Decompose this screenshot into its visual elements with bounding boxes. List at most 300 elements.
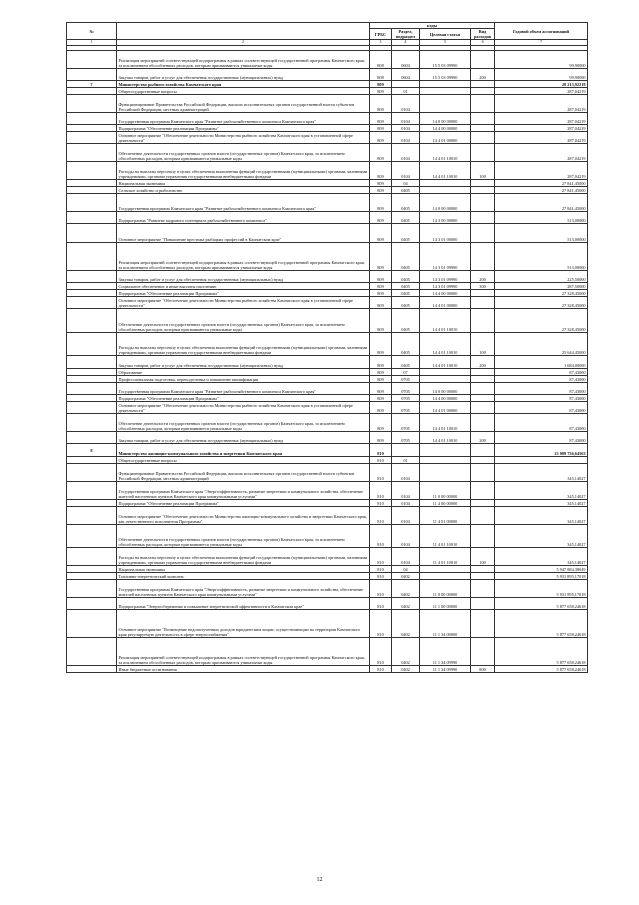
- cell-target: [420, 187, 471, 194]
- col-header-annual: Годовой объем ассигнований: [495, 23, 588, 40]
- table-row: [67, 395, 588, 402]
- table-row: [67, 309, 588, 333]
- cell-section: 0405: [392, 297, 420, 309]
- cell-section: [392, 444, 420, 457]
- cell-annual: 87,43000: [495, 432, 588, 444]
- cell-target: [420, 369, 471, 376]
- cell-name: Основное мероприятие "Обеспечение деятельности Министерства жилищно-коммунального хозяйства и энергетики Камчатского края, как ответственного исполнителя Программы": [117, 507, 370, 525]
- cell-grbs: 809: [370, 283, 392, 290]
- cell-annual: 345,14027: [495, 507, 588, 525]
- cell-section: 0405: [392, 333, 420, 356]
- cell-exp-type: [471, 482, 495, 500]
- col-header-exp-type: Вид расходов: [471, 29, 495, 40]
- table-row: [67, 548, 588, 566]
- cell-number: [67, 638, 117, 666]
- cell-exp-type: [471, 297, 495, 309]
- cell-name: Закупка товаров, работ и услуг для обеспечения государственных (муниципальных) нужд: [117, 432, 370, 444]
- cell-number: [67, 88, 117, 95]
- table-row: [67, 507, 588, 525]
- cell-name: Подпрограмма "Развитие кадрового потенциала рыбохозяйственного комплекса": [117, 212, 370, 224]
- cell-name: Обеспечение деятельности государственных органов власти (государственных органов) Камчатского края, за исключением обособленных расходов, которым присваиваются уникальные коды: [117, 144, 370, 162]
- cell-annual: [495, 457, 588, 464]
- cell-target: 11 0 00 00000: [420, 482, 471, 500]
- cell-target: 11 4 01 10010: [420, 525, 471, 548]
- cell-section: 0405: [392, 212, 420, 224]
- cell-name: Министерство рыбного хозяйства Камчатского края: [117, 81, 370, 88]
- cell-section: 01: [392, 88, 420, 95]
- col-header-name: [117, 23, 370, 40]
- cell-grbs: 810: [370, 464, 392, 482]
- cell-exp-type: [471, 638, 495, 666]
- cell-grbs: 810: [370, 610, 392, 638]
- cell-exp-type: [471, 290, 495, 297]
- cell-exp-type: 100: [471, 548, 495, 566]
- cell-section: 0405: [392, 194, 420, 212]
- cell-name: Подпрограмма "Обеспечение реализации Программы": [117, 395, 370, 402]
- cell-target: 14 4 01 10010: [420, 144, 471, 162]
- column-index: 3: [370, 40, 392, 46]
- col-header-target: Целевая статья: [420, 29, 471, 40]
- cell-name: Министерство жилищно-коммунального хозяйства и энергетики Камчатского края: [117, 444, 370, 457]
- cell-section: 0405: [392, 243, 420, 271]
- cell-section: 0705: [392, 432, 420, 444]
- cell-target: 14 4 00 00000: [420, 290, 471, 297]
- cell-number: [67, 212, 117, 224]
- cell-target: 11 4 01 10010: [420, 548, 471, 566]
- cell-grbs: 809: [370, 180, 392, 187]
- cell-annual: 513,00000: [495, 212, 588, 224]
- cell-target: 14 4 00 00000: [420, 125, 471, 132]
- cell-number: [67, 187, 117, 194]
- cell-section: 0402: [392, 610, 420, 638]
- cell-exp-type: [471, 610, 495, 638]
- table-body: [67, 46, 588, 673]
- cell-annual: 5 931 895,17018: [495, 573, 588, 580]
- cell-grbs: 810: [370, 507, 392, 525]
- column-index: 4: [392, 40, 420, 46]
- cell-grbs: 809: [370, 383, 392, 395]
- cell-grbs: 809: [370, 194, 392, 212]
- cell-number: [67, 144, 117, 162]
- cell-name: Основное мероприятие "Обеспечение деятельности Министерства рыбного хозяйства Камчатского края в установленной сфере деятельности": [117, 132, 370, 144]
- cell-exp-type: 200: [471, 432, 495, 444]
- cell-number: [67, 297, 117, 309]
- column-index: 2: [117, 40, 370, 46]
- cell-grbs: 810: [370, 444, 392, 457]
- cell-annual: 287,04219: [495, 162, 588, 180]
- table-row: [67, 500, 588, 507]
- cell-number: [67, 69, 117, 81]
- cell-grbs: 809: [370, 144, 392, 162]
- cell-number: [67, 395, 117, 402]
- table-row: [67, 610, 588, 638]
- table-row: [67, 402, 588, 414]
- cell-target: 15 5 03 09990: [420, 51, 471, 69]
- cell-section: 0405: [392, 271, 420, 283]
- cell-grbs: 809: [370, 309, 392, 333]
- cell-annual: 87,43000: [495, 414, 588, 432]
- col-header-grbs: ГРБС: [370, 29, 392, 40]
- cell-exp-type: [471, 187, 495, 194]
- cell-exp-type: [471, 88, 495, 95]
- cell-target: [420, 444, 471, 457]
- cell-target: 11 4 01 00000: [420, 507, 471, 525]
- cell-grbs: 810: [370, 525, 392, 548]
- cell-name: Закупка товаров, работ и услуг для обеспечения государственных (муниципальных) нужд: [117, 271, 370, 283]
- budget-table-sheet: [66, 22, 587, 673]
- cell-annual: 345,14027: [495, 525, 588, 548]
- table-row: [67, 81, 588, 88]
- cell-target: 14 4 01 10010: [420, 162, 471, 180]
- cell-exp-type: [471, 402, 495, 414]
- cell-number: [67, 243, 117, 271]
- table-row: [67, 383, 588, 395]
- cell-grbs: 809: [370, 113, 392, 125]
- cell-number: [67, 224, 117, 243]
- cell-grbs: 809: [370, 162, 392, 180]
- cell-target: 14 4 01 00000: [420, 132, 471, 144]
- cell-target: 11 1 34 09990: [420, 666, 471, 673]
- cell-target: 14 4 01 10010: [420, 414, 471, 432]
- table-row: [67, 132, 588, 144]
- cell-name: Подпрограмма "Энергосбережение и повышение энергетической эффективности в Камчатском крае": [117, 598, 370, 610]
- cell-annual: 27 328,45000: [495, 309, 588, 333]
- cell-annual: 28 215,92219: [495, 81, 588, 88]
- cell-target: 11 4 00 00000: [420, 500, 471, 507]
- table-row: [67, 224, 588, 243]
- column-index: 6: [471, 40, 495, 46]
- cell-annual: 5 877 658,24618: [495, 638, 588, 666]
- cell-target: 14 4 01 10010: [420, 309, 471, 333]
- cell-name: Топливно-энергетический комплекс: [117, 573, 370, 580]
- cell-exp-type: [471, 376, 495, 383]
- cell-annual: 287,04219: [495, 144, 588, 162]
- col-header-number: №: [67, 23, 117, 40]
- cell-name: Государственная программа Камчатского края "Развитие рыбохозяйственного комплекса Камчатского края": [117, 383, 370, 395]
- cell-target: 11 0 00 00000: [420, 580, 471, 598]
- cell-target: 14 4 01 00000: [420, 297, 471, 309]
- table-row: [67, 51, 588, 69]
- cell-annual: 287,04219: [495, 95, 588, 113]
- cell-annual: 513,00000: [495, 243, 588, 271]
- cell-grbs: 809: [370, 95, 392, 113]
- cell-exp-type: [471, 414, 495, 432]
- cell-number: [67, 125, 117, 132]
- cell-target: 14 4 01 10010: [420, 432, 471, 444]
- cell-target: 14 4 01 10010: [420, 356, 471, 369]
- cell-target: 14 0 00 00000: [420, 383, 471, 395]
- cell-name: Реализация мероприятий соответствующей подпрограммы в рамках соответствующей государственной программы Камчатского края, за исключением обособленных расходов, которым присваиваются уникальные коды: [117, 243, 370, 271]
- cell-grbs: 809: [370, 395, 392, 402]
- cell-annual: 27 841,45000: [495, 187, 588, 194]
- cell-annual: 5 877 658,24618: [495, 610, 588, 638]
- cell-name: Государственная программа Камчатского края "Энергоэффективность, развитие энергетики и коммунального хозяйства, обеспечение жителей населенных пунктов Камчатского края коммунальными услугами": [117, 580, 370, 598]
- table-row: [67, 243, 588, 271]
- column-index: 5: [420, 40, 471, 46]
- cell-section: 04: [392, 180, 420, 187]
- cell-number: [67, 525, 117, 548]
- table-row: [67, 113, 588, 125]
- cell-name: Общегосударственные вопросы: [117, 88, 370, 95]
- cell-target: 11 1 00 00000: [420, 598, 471, 610]
- cell-name: Основное мероприятие "Обеспечение деятельности Министерства рыбного хозяйства Камчатского края в установленной сфере деятельности": [117, 297, 370, 309]
- cell-number: [67, 573, 117, 580]
- cell-target: [420, 88, 471, 95]
- cell-annual: 5 877 658,24618: [495, 598, 588, 610]
- cell-target: 14 4 00 00000: [420, 395, 471, 402]
- cell-section: 0405: [392, 224, 420, 243]
- cell-grbs: 809: [370, 243, 392, 271]
- cell-target: [420, 376, 471, 383]
- cell-section: 0604: [392, 51, 420, 69]
- table-row: [67, 333, 588, 356]
- cell-section: 0405: [392, 309, 420, 333]
- cell-grbs: 809: [370, 132, 392, 144]
- cell-name: Социальное обеспечение и иные выплаты населению: [117, 283, 370, 290]
- cell-grbs: 809: [370, 290, 392, 297]
- cell-target: [420, 95, 471, 113]
- cell-target: 15 5 03 09990: [420, 69, 471, 81]
- table-row: [67, 525, 588, 548]
- cell-annual: 87,43000: [495, 395, 588, 402]
- table-row: [67, 271, 588, 283]
- table-row: [67, 666, 588, 673]
- cell-section: 07: [392, 369, 420, 376]
- cell-name: Иные бюджетные ассигнования: [117, 666, 370, 673]
- cell-target: [420, 457, 471, 464]
- cell-number: [67, 376, 117, 383]
- cell-name: Подпрограмма "Обеспечение реализации Программы": [117, 290, 370, 297]
- cell-exp-type: [471, 500, 495, 507]
- cell-name: Сельское хозяйство и рыболовство: [117, 187, 370, 194]
- cell-name: Обеспечение деятельности государственных органов власти (государственных органов) Камчатского края, за исключением обособленных расходов, которым присваиваются уникальные коды: [117, 309, 370, 333]
- table-row: [67, 432, 588, 444]
- cell-number: [67, 598, 117, 610]
- cell-annual: 345,14027: [495, 548, 588, 566]
- cell-name: Национальная экономика: [117, 566, 370, 573]
- cell-grbs: 810: [370, 638, 392, 666]
- cell-exp-type: [471, 580, 495, 598]
- cell-number: [67, 95, 117, 113]
- cell-number: [67, 290, 117, 297]
- cell-annual: 23 009 736,64563: [495, 444, 588, 457]
- cell-grbs: 809: [370, 369, 392, 376]
- cell-exp-type: 800: [471, 666, 495, 673]
- cell-grbs: 810: [370, 598, 392, 610]
- cell-annual: 27 328,45000: [495, 290, 588, 297]
- cell-grbs: 810: [370, 500, 392, 507]
- cell-exp-type: [471, 369, 495, 376]
- table-row: [67, 573, 588, 580]
- cell-grbs: 808: [370, 69, 392, 81]
- cell-target: [420, 180, 471, 187]
- cell-target: 14 0 00 00000: [420, 113, 471, 125]
- cell-grbs: 810: [370, 566, 392, 573]
- cell-target: [420, 81, 471, 88]
- cell-annual: 287,04219: [495, 125, 588, 132]
- cell-annual: 87,43000: [495, 402, 588, 414]
- cell-grbs: 810: [370, 580, 392, 598]
- cell-section: 0705: [392, 395, 420, 402]
- cell-number: [67, 51, 117, 69]
- cell-exp-type: [471, 81, 495, 88]
- cell-annual: 287,04219: [495, 88, 588, 95]
- cell-number: [67, 271, 117, 283]
- cell-target: [420, 464, 471, 482]
- cell-exp-type: [471, 457, 495, 464]
- cell-grbs: 808: [370, 51, 392, 69]
- cell-number: [67, 180, 117, 187]
- table-row: [67, 457, 588, 464]
- cell-name: Образование: [117, 369, 370, 376]
- table-row: [67, 356, 588, 369]
- cell-exp-type: [471, 395, 495, 402]
- cell-section: 0104: [392, 500, 420, 507]
- cell-number: [67, 457, 117, 464]
- cell-exp-type: [471, 309, 495, 333]
- cell-number: [67, 500, 117, 507]
- cell-target: 14 3 01 09990: [420, 283, 471, 290]
- table-row: [67, 376, 588, 383]
- cell-section: 0104: [392, 162, 420, 180]
- table-row: [67, 144, 588, 162]
- cell-name: Расходы на выплаты персоналу в целях обеспечения выполнения функций государственными (муниципальными) органами, казенными учреждениями, органами управления государственными внебюджетными фондами: [117, 333, 370, 356]
- cell-section: 0104: [392, 132, 420, 144]
- cell-exp-type: 200: [471, 356, 495, 369]
- cell-name: Обеспечение деятельности государственных органов власти (государственных органов) Камчатского края, за исключением обособленных расходов, которым присваиваются уникальные коды: [117, 414, 370, 432]
- cell-section: 0104: [392, 144, 420, 162]
- cell-section: 0104: [392, 548, 420, 566]
- table-row: [67, 444, 588, 457]
- cell-number: [67, 283, 117, 290]
- cell-section: 0405: [392, 283, 420, 290]
- cell-name: Национальная экономика: [117, 180, 370, 187]
- cell-exp-type: [471, 525, 495, 548]
- cell-exp-type: [471, 212, 495, 224]
- cell-annual: 287,04219: [495, 132, 588, 144]
- cell-target: [420, 573, 471, 580]
- table-row: [67, 194, 588, 212]
- cell-annual: 99,90000: [495, 69, 588, 81]
- cell-annual: 25 644,45000: [495, 333, 588, 356]
- cell-annual: 27 841,45000: [495, 180, 588, 187]
- cell-exp-type: [471, 144, 495, 162]
- cell-number: [67, 309, 117, 333]
- cell-name: Функционирование Правительства Российской Федерации, высших исполнительных органов государственной власти субъектов Российской Федерации, местных администраций: [117, 95, 370, 113]
- page-number: 12: [316, 877, 323, 883]
- cell-grbs: 809: [370, 187, 392, 194]
- cell-exp-type: [471, 113, 495, 125]
- cell-section: 0104: [392, 525, 420, 548]
- cell-annual: 87,43000: [495, 369, 588, 376]
- cell-grbs: 809: [370, 333, 392, 356]
- cell-section: 0402: [392, 666, 420, 673]
- table-row: [67, 464, 588, 482]
- cell-annual: 87,43000: [495, 383, 588, 395]
- cell-name: Расходы на выплаты персоналу в целях обеспечения выполнения функций государственными (муниципальными) органами, казенными учреждениями, органами управления государственными внебюджетными фондами: [117, 548, 370, 566]
- table-row: [67, 69, 588, 81]
- cell-section: 01: [392, 457, 420, 464]
- cell-grbs: 809: [370, 402, 392, 414]
- cell-grbs: 809: [370, 81, 392, 88]
- cell-exp-type: 200: [471, 271, 495, 283]
- cell-grbs: 809: [370, 432, 392, 444]
- cell-number: 7: [67, 81, 117, 88]
- column-index: 1: [67, 40, 117, 46]
- cell-grbs: 809: [370, 125, 392, 132]
- cell-grbs: 809: [370, 212, 392, 224]
- cell-name: Функционирование Правительства Российской Федерации, высших исполнительных органов государственной власти субъектов Российской Федерации, местных администраций: [117, 464, 370, 482]
- cell-exp-type: [471, 180, 495, 187]
- cell-annual: 5 877 658,24618: [495, 666, 588, 673]
- cell-number: [67, 482, 117, 500]
- cell-number: [67, 566, 117, 573]
- table-row: [67, 566, 588, 573]
- cell-exp-type: [471, 598, 495, 610]
- cell-section: 0104: [392, 464, 420, 482]
- cell-annual: 27 841,45000: [495, 194, 588, 212]
- cell-grbs: 810: [370, 482, 392, 500]
- cell-annual: 5 931 895,17018: [495, 580, 588, 598]
- cell-target: 11 1 34 09990: [420, 638, 471, 666]
- cell-number: [67, 666, 117, 673]
- cell-section: 0104: [392, 113, 420, 125]
- cell-name: Закупка товаров, работ и услуг для обеспечения государственных (муниципальных) нужд: [117, 69, 370, 81]
- cell-name: Государственная программа Камчатского края "Развитие рыбохозяйственного комплекса Камчатского края": [117, 113, 370, 125]
- cell-section: 0405: [392, 187, 420, 194]
- cell-exp-type: [471, 51, 495, 69]
- cell-grbs: 809: [370, 297, 392, 309]
- cell-exp-type: [471, 194, 495, 212]
- cell-grbs: 810: [370, 457, 392, 464]
- table-row: [67, 125, 588, 132]
- cell-grbs: 809: [370, 376, 392, 383]
- cell-grbs: 810: [370, 666, 392, 673]
- cell-annual: 287,50000: [495, 283, 588, 290]
- cell-exp-type: 100: [471, 162, 495, 180]
- table-row: [67, 162, 588, 180]
- cell-exp-type: [471, 243, 495, 271]
- cell-target: 14 3 01 09990: [420, 243, 471, 271]
- cell-exp-type: 100: [471, 333, 495, 356]
- table-row: [67, 297, 588, 309]
- cell-target: 14 3 01 00000: [420, 224, 471, 243]
- cell-annual: 1 684,00000: [495, 356, 588, 369]
- cell-number: [67, 132, 117, 144]
- table-row: [67, 598, 588, 610]
- cell-section: 0104: [392, 482, 420, 500]
- cell-section: 0705: [392, 383, 420, 395]
- cell-number: [67, 580, 117, 598]
- budget-table: [66, 22, 588, 673]
- cell-annual: 27 328,45000: [495, 297, 588, 309]
- cell-section: 0104: [392, 507, 420, 525]
- cell-name: Расходы на выплаты персоналу в целях обеспечения выполнения функций государственными (муниципальными) органами, казенными учреждениями, органами управления государственными внебюджетными фондами: [117, 162, 370, 180]
- cell-exp-type: [471, 507, 495, 525]
- cell-name: Государственная программа Камчатского края "Энергоэффективность, развитие энергетики и коммунального хозяйства, обеспечение жителей населенных пунктов Камчатского края коммунальными услугами": [117, 482, 370, 500]
- cell-number: [67, 356, 117, 369]
- cell-annual: 513,00000: [495, 224, 588, 243]
- table-row: [67, 290, 588, 297]
- cell-number: [67, 548, 117, 566]
- cell-grbs: 809: [370, 356, 392, 369]
- table-row: [67, 580, 588, 598]
- table-row: [67, 187, 588, 194]
- cell-number: [67, 414, 117, 432]
- cell-number: 8: [67, 444, 117, 457]
- table-row: [67, 414, 588, 432]
- cell-exp-type: [471, 464, 495, 482]
